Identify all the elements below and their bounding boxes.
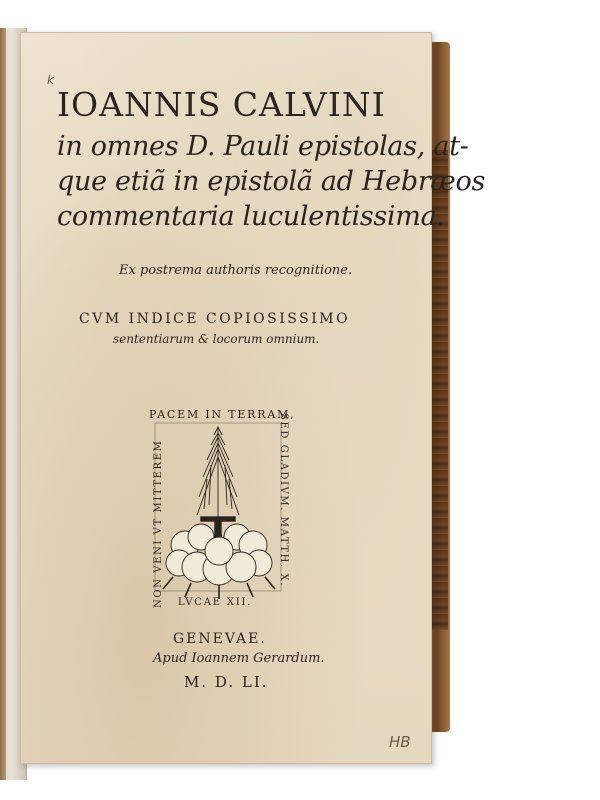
imprint-place: GENEVAE. [173,631,267,647]
device-motto-top: PACEM IN TERRAM, [149,408,296,421]
imprint-publisher: Apud Ioannem Gerardum. [153,651,325,666]
index-line-2: sententiarum & locorum omnium. [113,332,320,346]
device-motto-left: NON VENI VT MITTEREM [153,439,164,608]
title-line-3: que etiã in epistolã ad Hebræos [57,166,486,197]
title-line-4: commentaria luculentissima. [57,201,445,232]
imprint-date: M. D. LI. [184,673,269,691]
index-line-1: CVM INDICE COPIOSISSIMO [79,311,351,327]
device-motto-bottom: LVCAE XII. [178,597,253,608]
title-author: IOANNIS CALVINI [57,85,386,124]
title-page [20,32,486,764]
device-motto-right: SED GLADIVM. MATTH. X. [278,413,289,587]
front-board-leather [0,28,6,780]
title-line-2: in omnes D. Pauli epistolas, at- [57,131,469,162]
subtitle: Ex postrema authoris recognitione. [119,263,353,278]
manuscript-corner-mark: k [47,73,54,87]
manuscript-bottom-mark: HB [389,733,411,751]
